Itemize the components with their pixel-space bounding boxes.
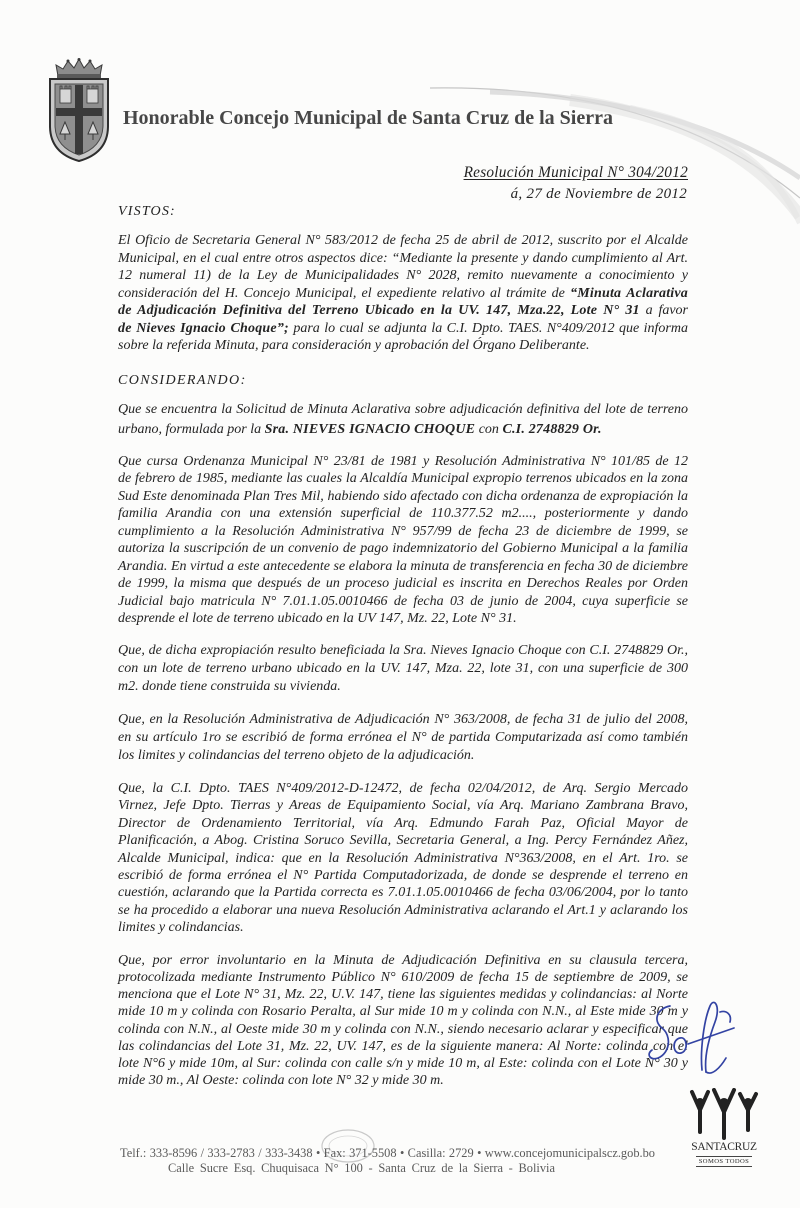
coat-of-arms-icon [46,58,112,162]
footer-address [168,1160,555,1176]
text-line: Municipal, en el cual entre otros aspectos dice: “Mediante la presente y dando cumplimiento al Art. [118,250,688,266]
text-line: autoriza la suscripción de un convenio de pago indemnizatorio del Gobierno Municipal a la familia [118,541,688,557]
text-line: protocolizada mediante Instrumento Público N° 610/2009 de fecha 15 de septiembre de 2009, se [118,970,688,986]
text-line: Alcalde Municipal, indica: que en la Resolución Administrativa N°363/2008, en el Art. 1ro. se [118,850,688,866]
bold-text-segment: de Adjudicación Definitiva del Terreno Ubicado en la UV. 147, Mza.22, Lote N° 31 [118,303,640,318]
text-line: lote N°6 y mide 10m, al Sur: colinda con calle s/n y mide 10 m, al Este: colinda con el Lote N° 30 y [118,1055,688,1071]
text-line: Arandia. En virtud a este antecedente se elabora la minuta de transferencia en fecha 30 de diciembre [118,558,688,574]
resolution-date: á, 27 de Noviembre de 2012 [510,186,687,202]
footer-contact [120,1145,655,1161]
text-line: con un lote de terreno urbano ubicado en la UV. 147, Mza. 22, lote 31, con una superficie de 300 [118,661,688,676]
text-line [118,420,688,440]
text-line: Que, en la Resolución Administrativa de Adjudicación N° 363/2008, de fecha 31 de julio del 2008, [118,712,688,727]
text-segment: a favor [639,303,688,318]
text-line: cumplimiento a la Resolución Administrativa N° 957/99 de fecha 23 de diciembre de 1999, se [118,523,688,539]
considerando-paragraph-5 [118,780,688,937]
text-line: Director de Ordenamiento Territorial, vía Arq. Edmundo Farah Paz, Oficial Mayor de [118,815,688,831]
text-line: de 1999, la misma que después de un proceso judicial es inscrita en Derechos Reales por Orden [118,576,688,592]
text-line: El Oficio de Secretaria General N° 583/2012 de fecha 25 de abril de 2012, suscrito por el Alcalde [118,233,688,248]
bold-text-segment: de Nieves Ignacio Choque”; [118,320,289,336]
bold-text-segment: C.I. 2748829 Or. [502,422,602,437]
vistos-paragraph [118,232,688,355]
text-segment: consideración del H. Concejo Municipal, el expediente relativo al trámite de [118,285,571,301]
text-line: Que cursa Ordenanza Municipal N° 23/81 de 1981 y Resolución Administrativa N° 101/85 de 12 [118,454,688,469]
text-line: familia Arandia con una extensión superficial de 110.377.52 m2...., posteriormente y dando [118,506,688,522]
text-line: limites y colindancias. [118,920,244,936]
text-line: sobre la referida Minuta, para consideración y aprobación del Órgano Deliberante. [118,338,590,353]
text-line: escribió de forma errónea el N° Partida Computadorizada, de donde se desprende el terreno en [118,868,688,884]
text-line: de febrero de 1985, mediante las cuales la Alcaldía Municipal expropio terrenos ubicados en la zona [118,471,688,487]
text-line [118,320,688,338]
text-line: Que se encuentra la Solicitud de Minuta Aclarativa sobre adjudicación definitiva del lote de terreno [118,402,688,417]
text-line: Que, la C.I. Dpto. TAES N°409/2012-D-12472, de fecha 02/04/2012, de Arq. Sergio Mercado [118,781,688,796]
considerando-paragraph-3 [118,642,688,696]
institution-title: Honorable Concejo Municipal de Santa Cruz de la Sierra [123,107,613,129]
text-line: m2. donde tiene construida su vivienda. [118,679,341,694]
section-heading-vistos: VISTOS: [118,204,176,219]
text-line: mide 30 m., Al Oeste: colinda con lote N° 32 y mide 30 m. [118,1073,444,1089]
text-line: las colindancias del Lote 31, Mz. 22, UV. 147, es de la siguiente manera: Al Norte: colinda con el [118,1038,688,1054]
text-line: se ha procedido a elaborar una nueva Resolución Administrativa aclarando el Art.1 y aclarando los [118,902,688,918]
text-segment: para lo cual se adjunta la C.I. Dpto. TAES. N°409/2012 que informa [288,320,688,336]
santa-cruz-logo [686,1088,762,1176]
text-line: menciona que el Lote N° 31, Mz. 22, U.V. 147, tiene las siguientes medidas y colindancias: al Norte [118,987,688,1003]
text-line: desprende el lote de terreno ubicado en la UV 147, Mz. 22, Lote N° 31. [118,611,517,627]
footer-contact-text: Telf.: 333-8596 / 333-2783 / 333-3438 • Fax: 371-5508 • Casilla: 2729 • www.concejomunicipalscz.gob.bo [120,1146,655,1160]
text-line: Sud Este denominada Plan Tres Mil, habiendo sido afectado con dicha ordenanza de expropiación la [118,488,688,504]
decorative-swoosh [430,78,800,228]
logo-name: SANTACRUZ [691,1141,757,1153]
signature [640,998,740,1080]
text-line: 12 numeral 11) de la Ley de Municipalidades N° 2028, remito nuevamente a conocimiento y [118,268,688,283]
bold-text-segment: Sra. NIEVES IGNACIO CHOQUE [264,422,476,437]
text-line: mide 10 m y colinda con Rosario Peralta, al Sur mide 10 m y colinda con N.N., al Este mide 30 m y [118,1004,688,1020]
text-line: Que, por error involuntario en la Minuta de Adjudicación Definitiva en su clausula tercera, [118,953,688,968]
section-heading-considerando: CONSIDERANDO: [118,373,247,388]
text-line [118,285,688,303]
text-line: Virnez, Jefe Dpto. Tierras y Areas de Equipamiento Social, vía Arq. Mariano Zambrana Bravo, [118,798,688,814]
text-line [118,302,688,320]
text-line: los limites y colindancias del terreno objeto de la adjudicación. [118,748,475,763]
text-segment: urbano, formulada por la [118,422,265,437]
crown [56,58,102,78]
considerando-paragraph-2 [118,453,688,628]
resolution-number: Resolución Municipal N° 304/2012 [463,164,688,181]
people-figures-icon [686,1088,762,1140]
text-segment: con [475,422,503,437]
considerando-paragraph-1 [118,400,688,440]
text-line: Planificación, a Abog. Cristina Soruco Sevilla, Secretaria General, a Ing. Percy Fernández Añez, [118,833,688,849]
logo-tagline: SOMOS TODOS [696,1156,752,1167]
text-line: cuestión, aclarando que la Partida correcta es 7.01.1.05.0010466 de fecha 03/06/2004, por lo tanto [118,885,688,901]
considerando-paragraph-4 [118,711,688,765]
considerando-paragraph-6 [118,952,688,1089]
text-line: Que, de dicha expropiación resulto beneficiada la Sra. Nieves Ignacio Choque con C.I. 2748829 Or., [118,643,688,658]
footer-address-text: Calle Sucre Esq. Chuquisaca N° 100 - Santa Cruz de la Sierra - Bolivia [168,1161,555,1175]
text-line: colinda con N.N., al Oeste mide 30 m y colinda con N.N., siendo necesario aclarar y especificar que [118,1021,688,1037]
text-line: Judicial bajo matricula N° 7.01.1.05.0010466 de fecha 03 de junio de 2004, cuya superficie se [118,593,688,609]
text-line: en su artículo 1ro se escribió de forma errónea el N° de partida Computarizada así como también [118,730,688,745]
bold-text-segment: “Minuta Aclarativa [570,285,688,301]
